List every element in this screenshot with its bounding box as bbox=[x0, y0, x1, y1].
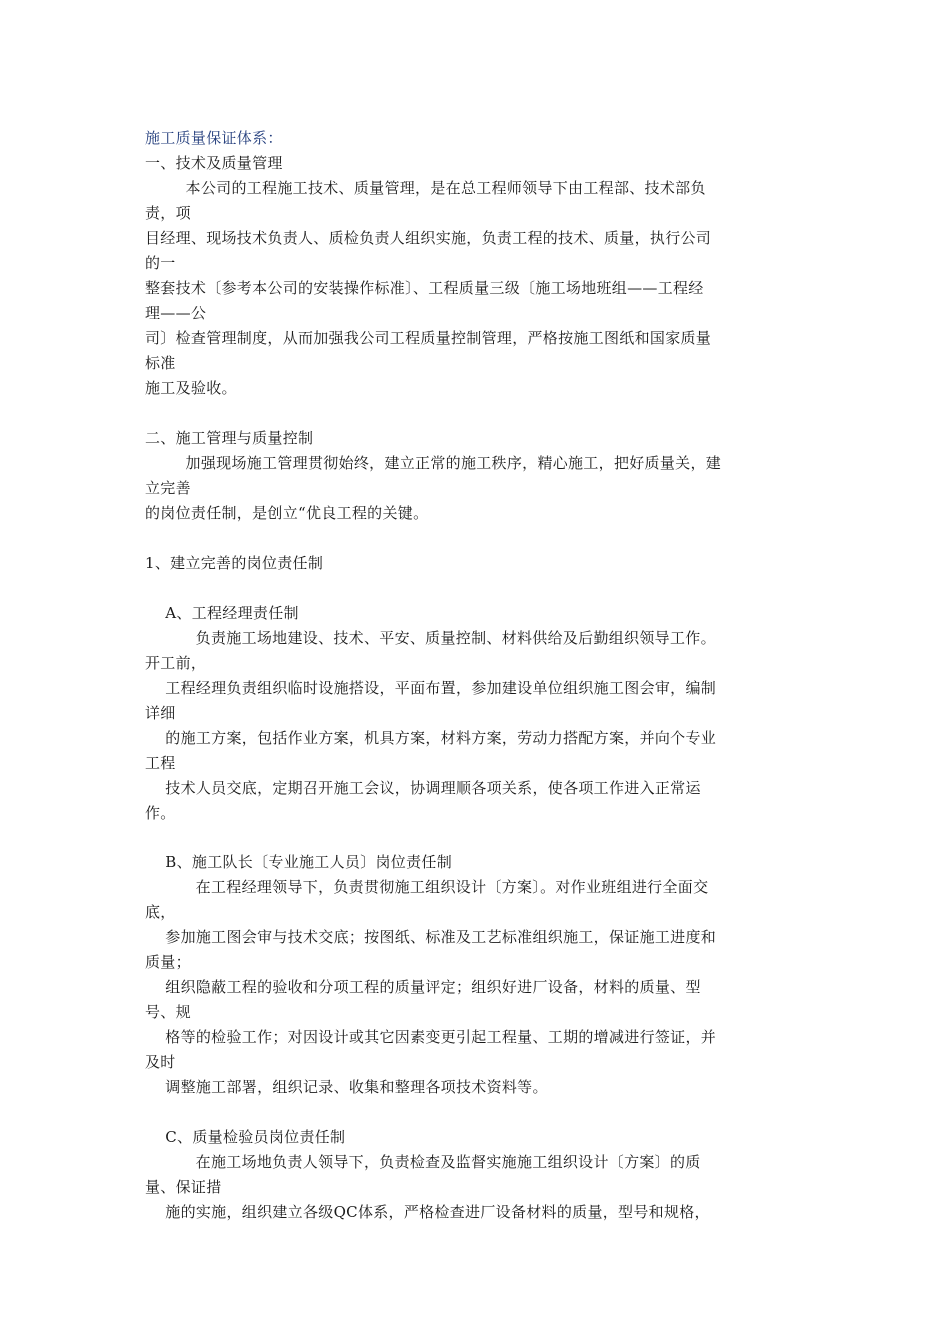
paragraph-line: 作。 bbox=[145, 804, 176, 822]
paragraph-line: 技术人员交底，定期召开施工会议，协调理顺各项关系，使各项工作进入正常运 bbox=[145, 779, 701, 797]
doc-title: 施工质量保证体系： bbox=[145, 129, 283, 147]
paragraph-line: 工程经理负责组织临时设施搭设，平面布置，参加建设单位组织施工图会审，编制 bbox=[145, 679, 717, 697]
paragraph-line: 责，项 bbox=[145, 204, 191, 222]
paragraph-line: 负责施工场地建设、技术、平安、质量控制、材料供给及后勤组织领导工作。 bbox=[145, 629, 716, 647]
paragraph-line: 组织隐蔽工程的验收和分项工程的质量评定；组织好进厂设备，材料的质量、型 bbox=[145, 978, 701, 996]
section-heading-2: 二、施工管理与质量控制 bbox=[145, 429, 314, 447]
paragraph-line: 量、保证措 bbox=[145, 1178, 222, 1196]
paragraph-line: 及时 bbox=[145, 1053, 176, 1071]
paragraph-line: 的岗位责任制，是创立“优良工程的关键。 bbox=[145, 504, 429, 522]
paragraph-line: 加强现场施工管理贯彻始终，建立正常的施工秩序，精心施工，把好质量关，建 bbox=[145, 454, 722, 472]
paragraph-line: 理——公 bbox=[145, 304, 207, 322]
section-heading-1: 一、技术及质量管理 bbox=[145, 154, 283, 172]
paragraph-line: 号、规 bbox=[145, 1003, 191, 1021]
paragraph-line: 标准 bbox=[145, 354, 176, 372]
item-heading-b: B、施工队长〔专业施工人员〕岗位责任制 bbox=[145, 853, 452, 871]
paragraph-line: 的一 bbox=[145, 254, 176, 272]
paragraph-line: 格等的检验工作；对因设计或其它因素变更引起工程量、工期的增减进行签证，并 bbox=[145, 1028, 717, 1046]
item-heading-c: C、质量检验员岗位责任制 bbox=[145, 1128, 346, 1146]
paragraph-line: 整套技术〔参考本公司的安装操作标准〕、工程质量三级〔施工场地班组——工程经 bbox=[145, 279, 704, 297]
paragraph-line: 开工前， bbox=[145, 654, 207, 672]
paragraph-line: 本公司的工程施工技术、质量管理，是在总工程师领导下由工程部、技术部负 bbox=[145, 179, 706, 197]
paragraph-line: 施工及验收。 bbox=[145, 379, 237, 397]
paragraph-line: 的施工方案，包括作业方案，机具方案，材料方案，劳动力搭配方案，并向个专业 bbox=[145, 729, 717, 747]
paragraph-line: 参加施工图会审与技术交底；按图纸、标准及工艺标准组织施工，保证施工进度和 bbox=[145, 928, 717, 946]
paragraph-line: 目经理、现场技术负责人、质检负责人组织实施，负责工程的技术、质量，执行公司 bbox=[145, 229, 712, 247]
paragraph-line: 底， bbox=[145, 903, 176, 921]
item-heading-a: A、工程经理责任制 bbox=[145, 604, 299, 622]
paragraph-line: 质量； bbox=[145, 953, 191, 971]
paragraph-line: 司〕检查管理制度，从而加强我公司工程质量控制管理，严格按施工图纸和国家质量 bbox=[145, 329, 712, 347]
paragraph-line: 在工程经理领导下，负责贯彻施工组织设计〔方案〕。对作业班组进行全面交 bbox=[145, 878, 709, 896]
paragraph-line: 在施工场地负责人领导下，负责检查及监督实施施工组织设计〔方案〕的质 bbox=[145, 1153, 701, 1171]
paragraph-line: 调整施工部署，组织记录、收集和整理各项技术资料等。 bbox=[145, 1078, 548, 1096]
paragraph-line: 立完善 bbox=[145, 479, 191, 497]
paragraph-line: 详细 bbox=[145, 704, 176, 722]
subsection-heading-1: 1、建立完善的岗位责任制 bbox=[145, 554, 324, 572]
paragraph-line: 工程 bbox=[145, 754, 176, 772]
paragraph-line: 施的实施，组织建立各级QC体系，严格检查进厂设备材料的质量，型号和规格， bbox=[145, 1203, 710, 1221]
